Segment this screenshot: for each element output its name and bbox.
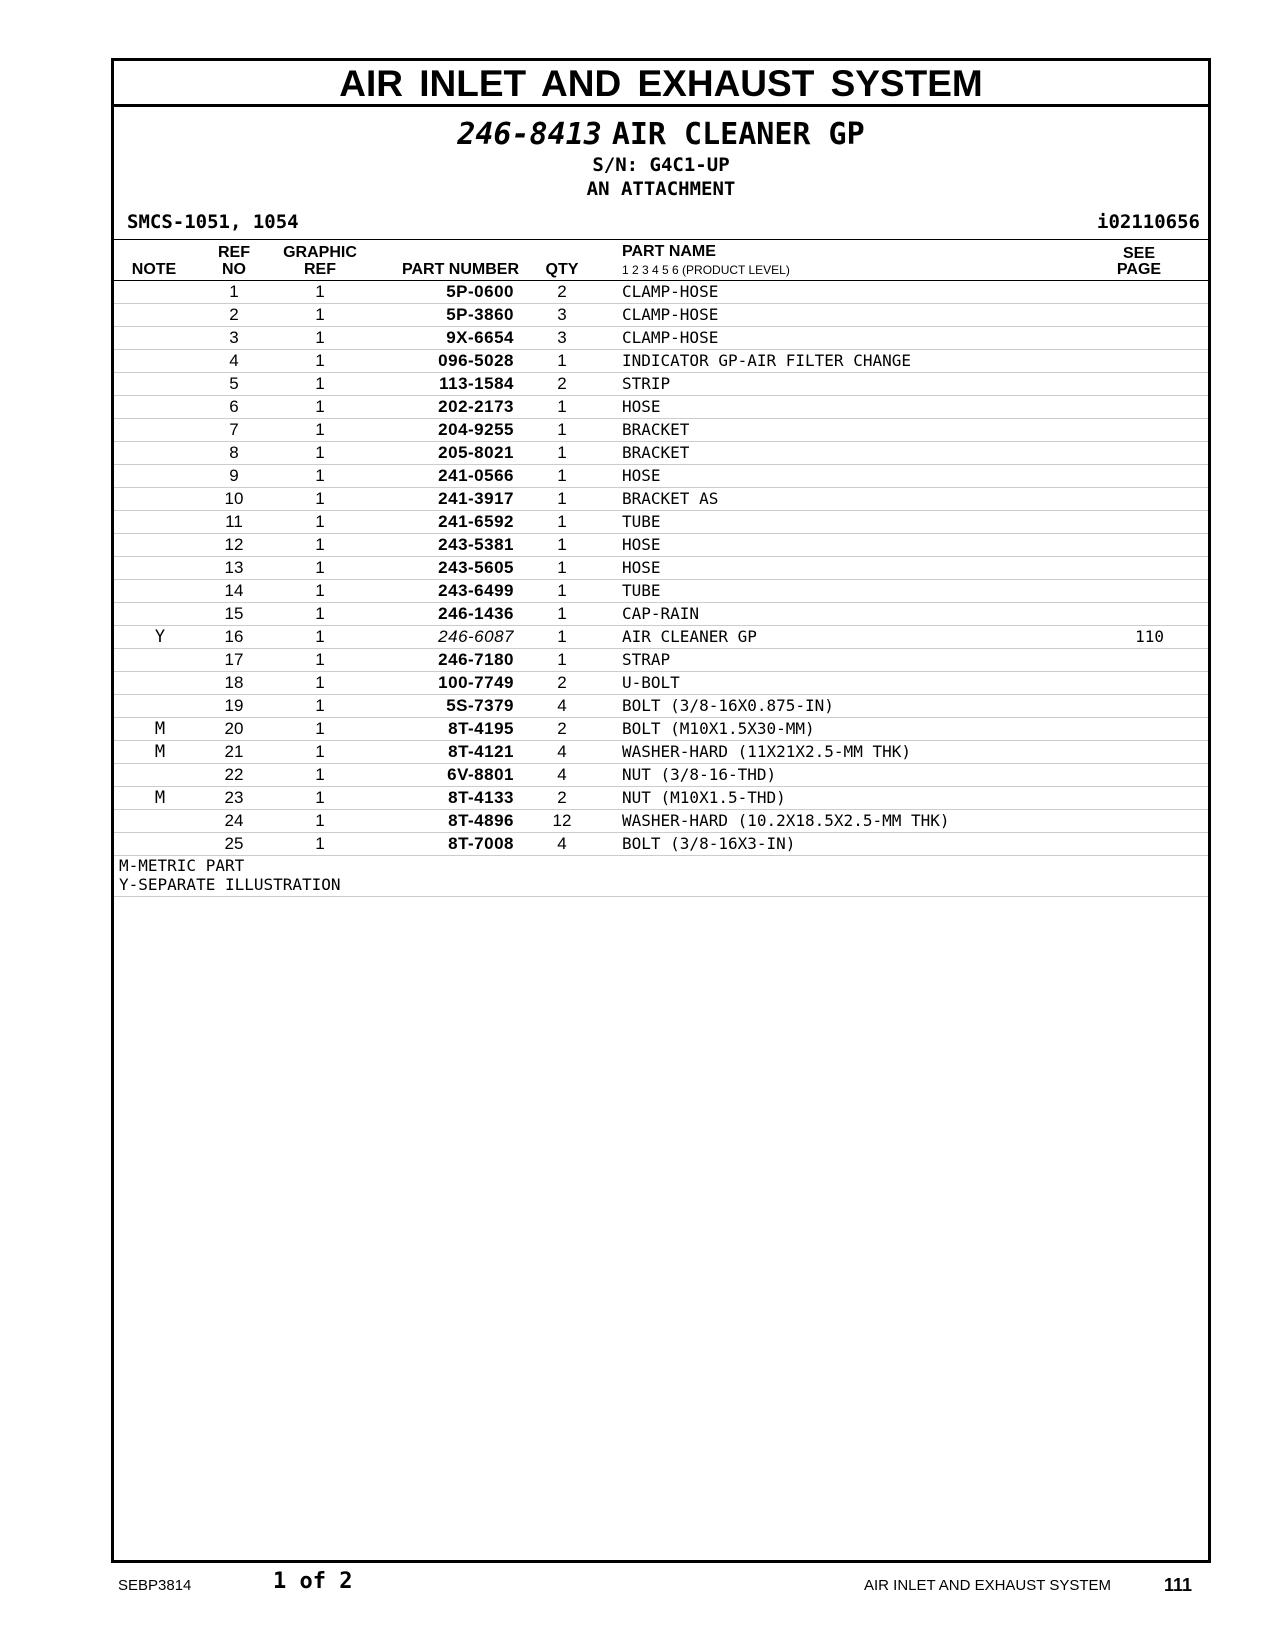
row-graphic-ref: 1 xyxy=(315,558,325,577)
row-ref-no: 13 xyxy=(224,558,244,577)
row-note: M xyxy=(154,788,166,808)
row-part-name: BOLT (M10X1.5X30-MM) xyxy=(622,719,815,738)
table-row xyxy=(114,672,1208,695)
col-part-number: PART NUMBER xyxy=(401,261,519,278)
row-graphic-ref: 1 xyxy=(315,719,325,738)
row-part-name: NUT (3/8-16-THD) xyxy=(622,765,777,784)
row-graphic-ref: 1 xyxy=(315,673,325,692)
row-graphic-ref: 1 xyxy=(315,696,325,715)
row-qty: 1 xyxy=(557,466,567,485)
row-ref-no: 23 xyxy=(224,788,244,807)
row-qty: 1 xyxy=(557,512,567,531)
row-graphic-ref: 1 xyxy=(315,627,325,646)
illustration-id: i02110656 xyxy=(1097,211,1200,233)
row-graphic-ref: 1 xyxy=(315,374,325,393)
row-part-name: BOLT (3/8-16X3-IN) xyxy=(622,834,796,853)
row-ref-no: 8 xyxy=(229,443,239,462)
doc-code: SEBP3814 xyxy=(118,1577,192,1594)
row-ref-no: 12 xyxy=(224,535,244,554)
table-row xyxy=(114,281,1208,304)
page-number: 111 xyxy=(1164,1575,1193,1595)
smcs-code: SMCS-1051, 1054 xyxy=(127,211,299,233)
row-ref-no: 25 xyxy=(224,834,244,853)
table-row xyxy=(114,442,1208,465)
row-graphic-ref: 1 xyxy=(315,420,325,439)
row-qty: 2 xyxy=(557,719,567,738)
row-ref-no: 11 xyxy=(225,512,243,531)
notes-legend xyxy=(114,856,1208,897)
row-qty: 2 xyxy=(557,374,567,393)
attachment-label: AN ATTACHMENT xyxy=(586,178,736,200)
row-qty: 4 xyxy=(557,696,567,715)
row-graphic-ref: 1 xyxy=(315,604,325,623)
row-graphic-ref: 1 xyxy=(315,489,325,508)
row-part-number: 243-5605 xyxy=(438,558,514,577)
table-header xyxy=(114,240,1208,281)
col-graphic-top: GRAPHIC xyxy=(283,244,357,261)
row-part-name: BRACKET xyxy=(622,443,690,462)
row-ref-no: 5 xyxy=(229,374,239,393)
table-row xyxy=(114,695,1208,718)
row-qty: 1 xyxy=(557,351,567,370)
row-ref-no: 22 xyxy=(224,765,244,784)
row-ref-no: 6 xyxy=(229,397,239,416)
table-row xyxy=(114,350,1208,373)
row-graphic-ref: 1 xyxy=(315,397,325,416)
row-part-name: STRAP xyxy=(622,650,671,669)
row-graphic-ref: 1 xyxy=(315,742,325,761)
row-part-number: 8T-4195 xyxy=(448,719,514,738)
table-row xyxy=(114,419,1208,442)
row-part-name: CLAMP-HOSE xyxy=(622,282,719,301)
row-part-number: 113-1584 xyxy=(439,374,514,393)
row-qty: 1 xyxy=(557,397,567,416)
parts-page-frame xyxy=(111,58,1211,1563)
row-qty: 1 xyxy=(557,489,567,508)
row-graphic-ref: 1 xyxy=(315,351,325,370)
row-graphic-ref: 1 xyxy=(315,535,325,554)
row-part-number: 096-5028 xyxy=(438,351,514,370)
row-ref-no: 15 xyxy=(224,604,244,623)
row-ref-no: 1 xyxy=(229,282,239,301)
group-name: AIR CLEANER GP xyxy=(611,117,865,152)
parts-table-body xyxy=(114,281,1208,856)
note-separate: Y-SEPARATE ILLUSTRATION xyxy=(119,875,341,894)
col-qty: QTY xyxy=(545,261,579,278)
row-qty: 1 xyxy=(557,443,567,462)
group-title xyxy=(114,117,1208,153)
table-row xyxy=(114,718,1208,741)
row-ref-no: 18 xyxy=(224,673,244,692)
smcs-row xyxy=(114,211,1208,240)
row-part-name: U-BOLT xyxy=(622,673,680,692)
table-row xyxy=(114,396,1208,419)
row-graphic-ref: 1 xyxy=(315,305,325,324)
row-part-name: BRACKET AS xyxy=(622,489,719,508)
row-part-name: CLAMP-HOSE xyxy=(622,305,719,324)
row-part-number: 246-7180 xyxy=(438,650,514,669)
row-qty: 2 xyxy=(557,673,567,692)
table-row xyxy=(114,511,1208,534)
table-row xyxy=(114,764,1208,787)
col-part-name: PART NAME xyxy=(622,243,716,260)
row-part-number: 100-7749 xyxy=(438,673,514,692)
row-graphic-ref: 1 xyxy=(315,834,325,853)
group-number: 246-8413 xyxy=(457,117,602,152)
row-qty: 4 xyxy=(557,765,567,784)
row-qty: 2 xyxy=(557,282,567,301)
row-graphic-ref: 1 xyxy=(315,512,325,531)
row-part-name: STRIP xyxy=(622,374,671,393)
row-part-number: 9X-6654 xyxy=(446,328,514,347)
row-graphic-ref: 1 xyxy=(315,788,325,807)
row-part-name: HOSE xyxy=(622,397,661,416)
row-part-name: CAP-RAIN xyxy=(622,604,700,623)
table-row xyxy=(114,787,1208,810)
row-part-number: 241-3917 xyxy=(438,489,514,508)
row-part-number: 204-9255 xyxy=(438,420,514,439)
row-qty: 1 xyxy=(557,558,567,577)
row-qty: 4 xyxy=(557,742,567,761)
row-qty: 1 xyxy=(557,420,567,439)
row-graphic-ref: 1 xyxy=(315,650,325,669)
row-graphic-ref: 1 xyxy=(315,328,325,347)
row-part-name: NUT (M10X1.5-THD) xyxy=(622,788,786,807)
table-row xyxy=(114,603,1208,626)
col-ref-top: REF xyxy=(218,244,250,261)
row-part-name: BOLT (3/8-16X0.875-IN) xyxy=(622,696,834,715)
row-part-name: HOSE xyxy=(622,558,661,577)
row-graphic-ref: 1 xyxy=(315,581,325,600)
row-ref-no: 16 xyxy=(224,627,244,646)
table-row xyxy=(114,488,1208,511)
row-ref-no: 10 xyxy=(224,489,244,508)
row-part-name: WASHER-HARD (10.2X18.5X2.5-MM THK) xyxy=(622,811,950,830)
row-note: M xyxy=(154,719,166,739)
row-qty: 1 xyxy=(557,627,567,646)
row-part-name: WASHER-HARD (11X21X2.5-MM THK) xyxy=(622,742,911,761)
row-qty: 4 xyxy=(557,834,567,853)
row-part-name: BRACKET xyxy=(622,420,690,439)
row-ref-no: 14 xyxy=(224,581,244,600)
page-footer xyxy=(0,1567,1275,1597)
row-qty: 1 xyxy=(557,650,567,669)
row-qty: 1 xyxy=(557,604,567,623)
row-part-number: 202-2173 xyxy=(438,397,514,416)
table-row xyxy=(114,580,1208,603)
row-qty: 2 xyxy=(557,788,567,807)
col-see-bottom: PAGE xyxy=(1116,261,1162,278)
col-see-top: SEE xyxy=(1122,245,1155,262)
row-ref-no: 9 xyxy=(229,466,239,485)
row-part-name: INDICATOR GP-AIR FILTER CHANGE xyxy=(622,351,911,370)
table-row xyxy=(114,810,1208,833)
table-row xyxy=(114,465,1208,488)
table-row xyxy=(114,741,1208,764)
table-row xyxy=(114,626,1208,649)
row-part-number: 8T-7008 xyxy=(448,834,514,853)
row-ref-no: 2 xyxy=(229,305,239,324)
table-row xyxy=(114,327,1208,350)
row-graphic-ref: 1 xyxy=(315,811,325,830)
table-row xyxy=(114,649,1208,672)
row-part-number: 8T-4133 xyxy=(448,788,514,807)
table-row xyxy=(114,373,1208,396)
row-part-number: 241-6592 xyxy=(438,512,514,531)
row-graphic-ref: 1 xyxy=(315,466,325,485)
row-part-name: TUBE xyxy=(622,581,661,600)
row-part-name: CLAMP-HOSE xyxy=(622,328,719,347)
row-part-number: 205-8021 xyxy=(438,443,514,462)
row-part-name: AIR CLEANER GP xyxy=(622,627,757,646)
table-row xyxy=(114,534,1208,557)
row-qty: 1 xyxy=(557,535,567,554)
table-row xyxy=(114,304,1208,327)
row-qty: 1 xyxy=(557,581,567,600)
row-part-number: 6V-8801 xyxy=(447,765,514,784)
row-ref-no: 20 xyxy=(224,719,244,738)
row-part-number: 8T-4896 xyxy=(448,811,514,830)
row-part-number: 243-6499 xyxy=(438,581,514,600)
section-title: AIR INLET AND EXHAUST SYSTEM xyxy=(114,61,1208,107)
row-see-page: 110 xyxy=(1135,627,1164,646)
col-graphic-bottom: REF xyxy=(304,261,336,278)
footer-section: AIR INLET AND EXHAUST SYSTEM xyxy=(864,1577,1112,1594)
row-graphic-ref: 1 xyxy=(315,282,325,301)
row-part-number: 241-0566 xyxy=(438,466,514,485)
page-of: 1 of 2 xyxy=(273,1569,353,1594)
row-qty: 3 xyxy=(557,305,567,324)
row-ref-no: 21 xyxy=(224,742,244,761)
table-row xyxy=(114,557,1208,580)
row-graphic-ref: 1 xyxy=(315,443,325,462)
row-part-number: 5S-7379 xyxy=(446,696,514,715)
row-graphic-ref: 1 xyxy=(315,765,325,784)
row-ref-no: 17 xyxy=(224,650,244,669)
row-ref-no: 7 xyxy=(229,420,239,439)
row-ref-no: 24 xyxy=(224,811,244,830)
row-part-number: 5P-0600 xyxy=(446,282,514,301)
row-note: M xyxy=(154,742,166,762)
serial-number: S/N: G4C1-UP xyxy=(592,154,730,176)
row-qty: 12 xyxy=(552,811,572,830)
row-part-name: HOSE xyxy=(622,535,661,554)
note-metric: M-METRIC PART xyxy=(119,856,245,875)
row-part-number: 8T-4121 xyxy=(448,742,514,761)
table-row xyxy=(114,833,1208,856)
row-part-number: 243-5381 xyxy=(438,535,514,554)
row-part-number: 246-6087 xyxy=(438,627,514,646)
row-part-name: HOSE xyxy=(622,466,661,485)
row-qty: 3 xyxy=(557,328,567,347)
row-part-name: TUBE xyxy=(622,512,661,531)
row-part-number: 246-1436 xyxy=(438,604,514,623)
col-note: NOTE xyxy=(131,261,177,278)
col-ref-bottom: NO xyxy=(222,261,246,278)
row-ref-no: 4 xyxy=(229,351,239,370)
row-note: Y xyxy=(154,627,166,647)
row-ref-no: 19 xyxy=(224,696,244,715)
row-part-number: 5P-3860 xyxy=(446,305,514,324)
row-ref-no: 3 xyxy=(229,328,239,347)
product-levels: 1 2 3 4 5 6 (PRODUCT LEVEL) xyxy=(622,263,790,277)
